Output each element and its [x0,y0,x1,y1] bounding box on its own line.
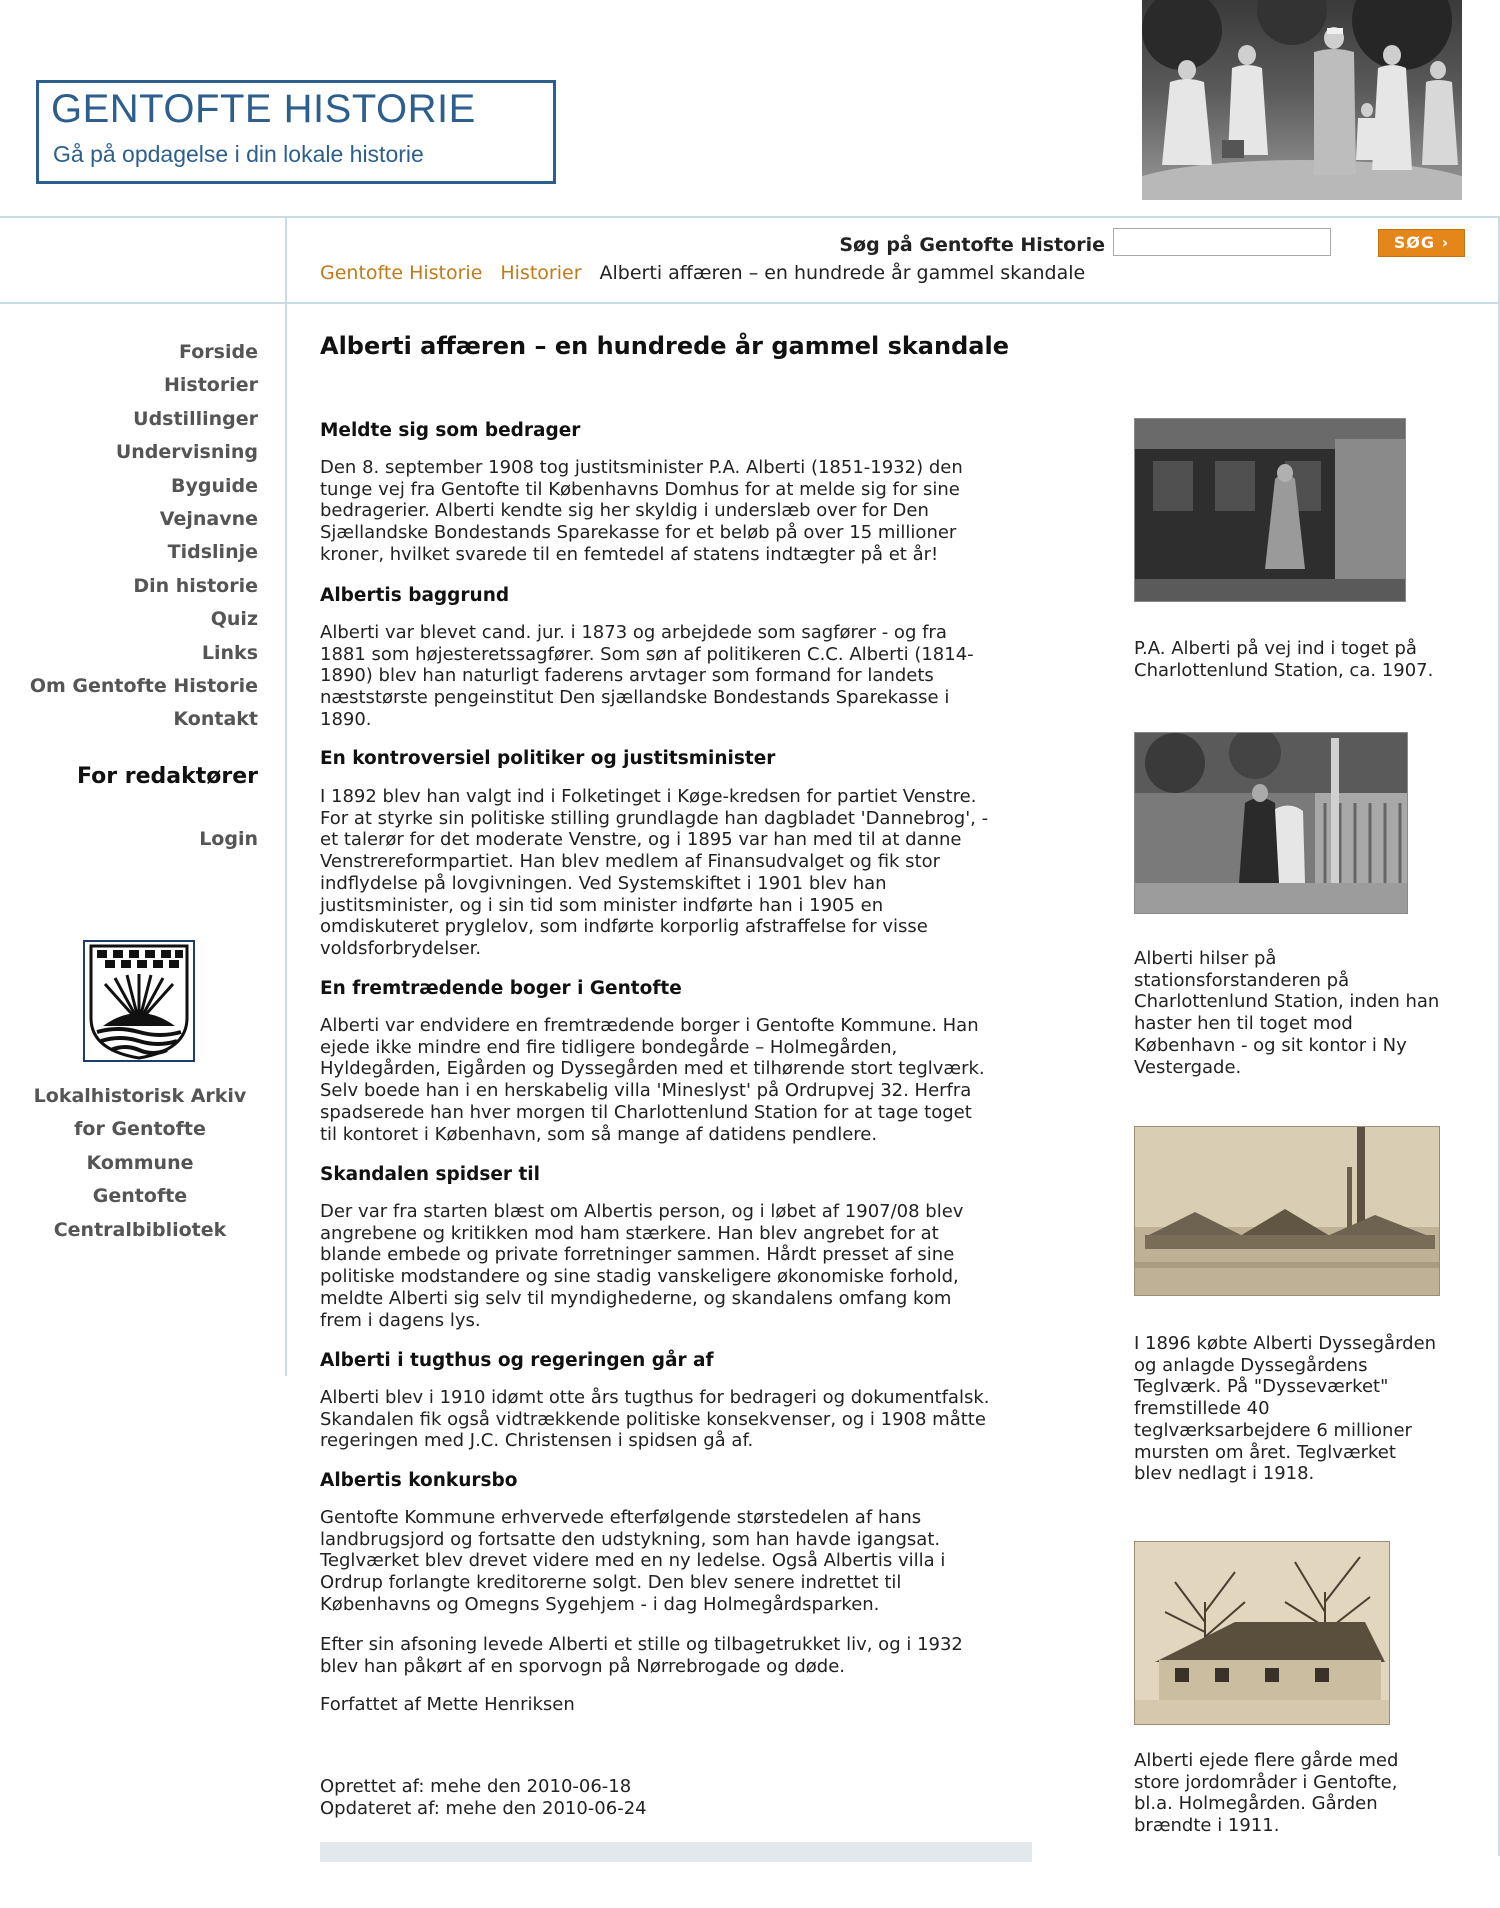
section-paragraph: Den 8. september 1908 tog justitsminister P.A. Alberti (1851-1932) den tunge vej fra Gentofte til Københavns Domhus for at melde sig for sine bedragerier. Alberti kendte sig her skyldig i underslæb over for Den Sjællandske Bondestands Sparekasse for et beløb på over 15 millioner kroner, hvilket svarede til en femtedel af statens indtægter på et år! [320,457,963,565]
station-greeting-photo[interactable] [1134,732,1408,914]
header-photo [1142,0,1462,200]
nav-divider [285,216,287,1376]
archive-line: Lokalhistorisk Arkiv [33,1085,247,1107]
breadcrumb [320,262,1085,284]
updated-by: Opdateret af: mehe den 2010-06-24 [320,1798,647,1819]
breadcrumb-current: Alberti affæren – en hundrede år gammel skandale [599,262,1086,284]
breadcrumb-stories-link[interactable]: Historier [500,262,582,284]
search-button[interactable]: SØG › [1378,229,1465,257]
nav-item-undervisning[interactable]: Undervisning [115,441,258,464]
nav-item-udstillinger[interactable]: Udstillinger [133,407,258,430]
section-paragraph: Alberti blev i 1910 idømt otte års tugthus for bedrageri og dokumentfalsk. Skandalen fik også vidtrækkende politiske konsekvenser, og i 1908 måtte regeringen med J.C. Christensen i spidsen gå af. [320,1387,990,1452]
epilogue-paragraph: Efter sin afsoning levede Alberti et stille og tilbagetrukket liv, og i 1932 blev han påkørt af en sporvogn på Nørrebrogade og døde. [320,1634,963,1677]
archive-line: Kommune [86,1151,194,1174]
section-paragraph: Alberti var blevet cand. jur. i 1873 og arbejdede som sagfører - og fra 1881 som højesteretssagfører. Som søn af politikeren C.C. Alberti (1814- 1890) blev han naturligt faderens arvtager som formand for landets næststørste pengeinstitut Den sjællandske Bondestands Sparekasse i 1890. [320,622,974,730]
header-divider [0,216,1500,218]
nav-item-byguide[interactable]: Byguide [171,474,258,497]
archive-line: Gentofte [92,1185,188,1208]
editors-heading[interactable]: For redaktører [76,764,258,789]
archive-line: Centralbibliotek [53,1218,227,1241]
section-paragraph: I 1892 blev han valgt ind i Folketinget i Køge-kredsen for partiet Venstre. For at styrke sin politiske stilling grundlagde han dagbladet 'Dannebrog', - et talerør for det moderate Venstre, og i 1895 var han med til at danne Venstrereformpartiet. Han blev medlem af Finansudvalget og fik stor indflydelse på lovgivningen. Ved Systemskiftet i 1901 blev han justitsminister, og i sin tid som minister indførte han i 1905 en omdiskuteret pryglelov, som indførte korporlig afstraffelse for visse voldsforbrydelser. [320,786,989,959]
section-heading: En fremtrædende boger i Gentofte [320,978,682,999]
nav-item-quiz[interactable]: Quiz [210,608,258,631]
section-paragraph: Der var fra starten blæst om Albertis person, og i løbet af 1907/08 blev angrebene og kritikken mod ham stærkere. Han blev angrebet for at blande embede og private forretninger sammen. Hårdt presset af sine politiske modstandere og sine stadig vanskeligere økonomiske forhold, meldte Alberti sig selv til myndighederne, og skandalens omfang kom frem i dagens lys. [320,1201,964,1331]
gentofte-crest-logo[interactable] [83,940,195,1062]
left-nav [0,336,258,737]
nav-item-forside[interactable]: Forside [179,341,258,363]
nav-item-om-gentofte-historie[interactable]: Om Gentofte Historie [29,674,258,697]
footer-bar [320,1842,1032,1862]
section-heading: Albertis baggrund [320,585,510,606]
section-heading: En kontroversiel politiker og justitsminister [320,748,776,769]
section-heading: Albertis konkursbo [320,1470,518,1491]
site-tagline: Gå på opdagelse i din lokale historie [53,141,424,167]
login-link[interactable]: Login [199,828,258,850]
archive-credit [0,1080,280,1247]
section-heading: Meldte sig som bedrager [320,420,581,441]
author-credit: Forfattet af Mette Henriksen [320,1694,575,1715]
section-heading: Alberti i tugthus og regeringen går af [320,1350,714,1371]
section-paragraph: Gentofte Kommune erhvervede efterfølgende størstedelen af hans landbrugsjord og fortsatte den udstykning, som han havde igangsat. Teglværket blev drevet videre med en ny ledelse. Også Albertis villa i Ordrup forlangte kreditorerne solgt. Den blev senere indrettet til Københavns og Omegns Sygehjem - i dag Holmegårdsparken. [320,1507,946,1615]
nav-item-links[interactable]: Links [201,641,258,664]
nav-item-historier[interactable]: Historier [164,374,258,397]
created-by: Oprettet af: mehe den 2010-06-18 [320,1776,632,1797]
nav-item-din-historie[interactable]: Din historie [133,574,258,597]
farmhouse-photo[interactable] [1134,1541,1390,1725]
nav-item-kontakt[interactable]: Kontakt [173,708,258,731]
page-title: Alberti affæren – en hundrede år gammel skandale [320,332,1009,360]
breadcrumb-home-link[interactable]: Gentofte Historie [320,262,483,284]
subheader-divider [0,302,1500,304]
photo-caption: Alberti hilser på stationsforstanderen på Charlottenlund Station, inden han haster hen til toget mod København - og sit kontor i Ny Vestergade. [1134,948,1440,1078]
nav-item-vejnavne[interactable]: Vejnavne [159,507,258,530]
site-logo[interactable] [36,80,556,184]
section-heading: Skandalen spidser til [320,1164,540,1185]
search-label: Søg på Gentofte Historie [839,234,1105,256]
photo-caption: I 1896 købte Alberti Dyssegården og anlagde Dyssegårdens Teglværk. På "Dysseværket" fremstillede 40 teglværksarbejdere 6 millioner mursten om året. Teglværket blev nedlagt i 1918. [1134,1333,1437,1485]
search-input[interactable] [1113,228,1331,256]
train-boarding-photo[interactable] [1134,418,1406,602]
photo-caption: Alberti ejede flere gårde med store jordområder i Gentofte, bl.a. Holmegården. Gården brændte i 1911. [1134,1750,1399,1837]
nav-item-tidslinje[interactable]: Tidslinje [167,541,258,564]
photo-caption: P.A. Alberti på vej ind i toget på Charlottenlund Station, ca. 1907. [1134,638,1434,681]
site-title: GENTOFTE HISTORIE [51,87,476,131]
brickworks-photo[interactable] [1134,1126,1440,1296]
archive-line: for Gentofte [74,1118,206,1141]
section-paragraph: Alberti var endvidere en fremtrædende borger i Gentofte Kommune. Han ejede ikke mindre end fire tidligere bondegårde – Holmegården, Hyldegården, Eigården og Dyssegården med et tilhørende stort teglværk. Selv boede han i en herskabelig villa 'Mineslyst' på Ordrupvej 32. Herfra spadserede han hver morgen til Charlottenlund Station for at tage toget til kontoret i København, som så mange af datidens pendlere. [320,1015,985,1145]
